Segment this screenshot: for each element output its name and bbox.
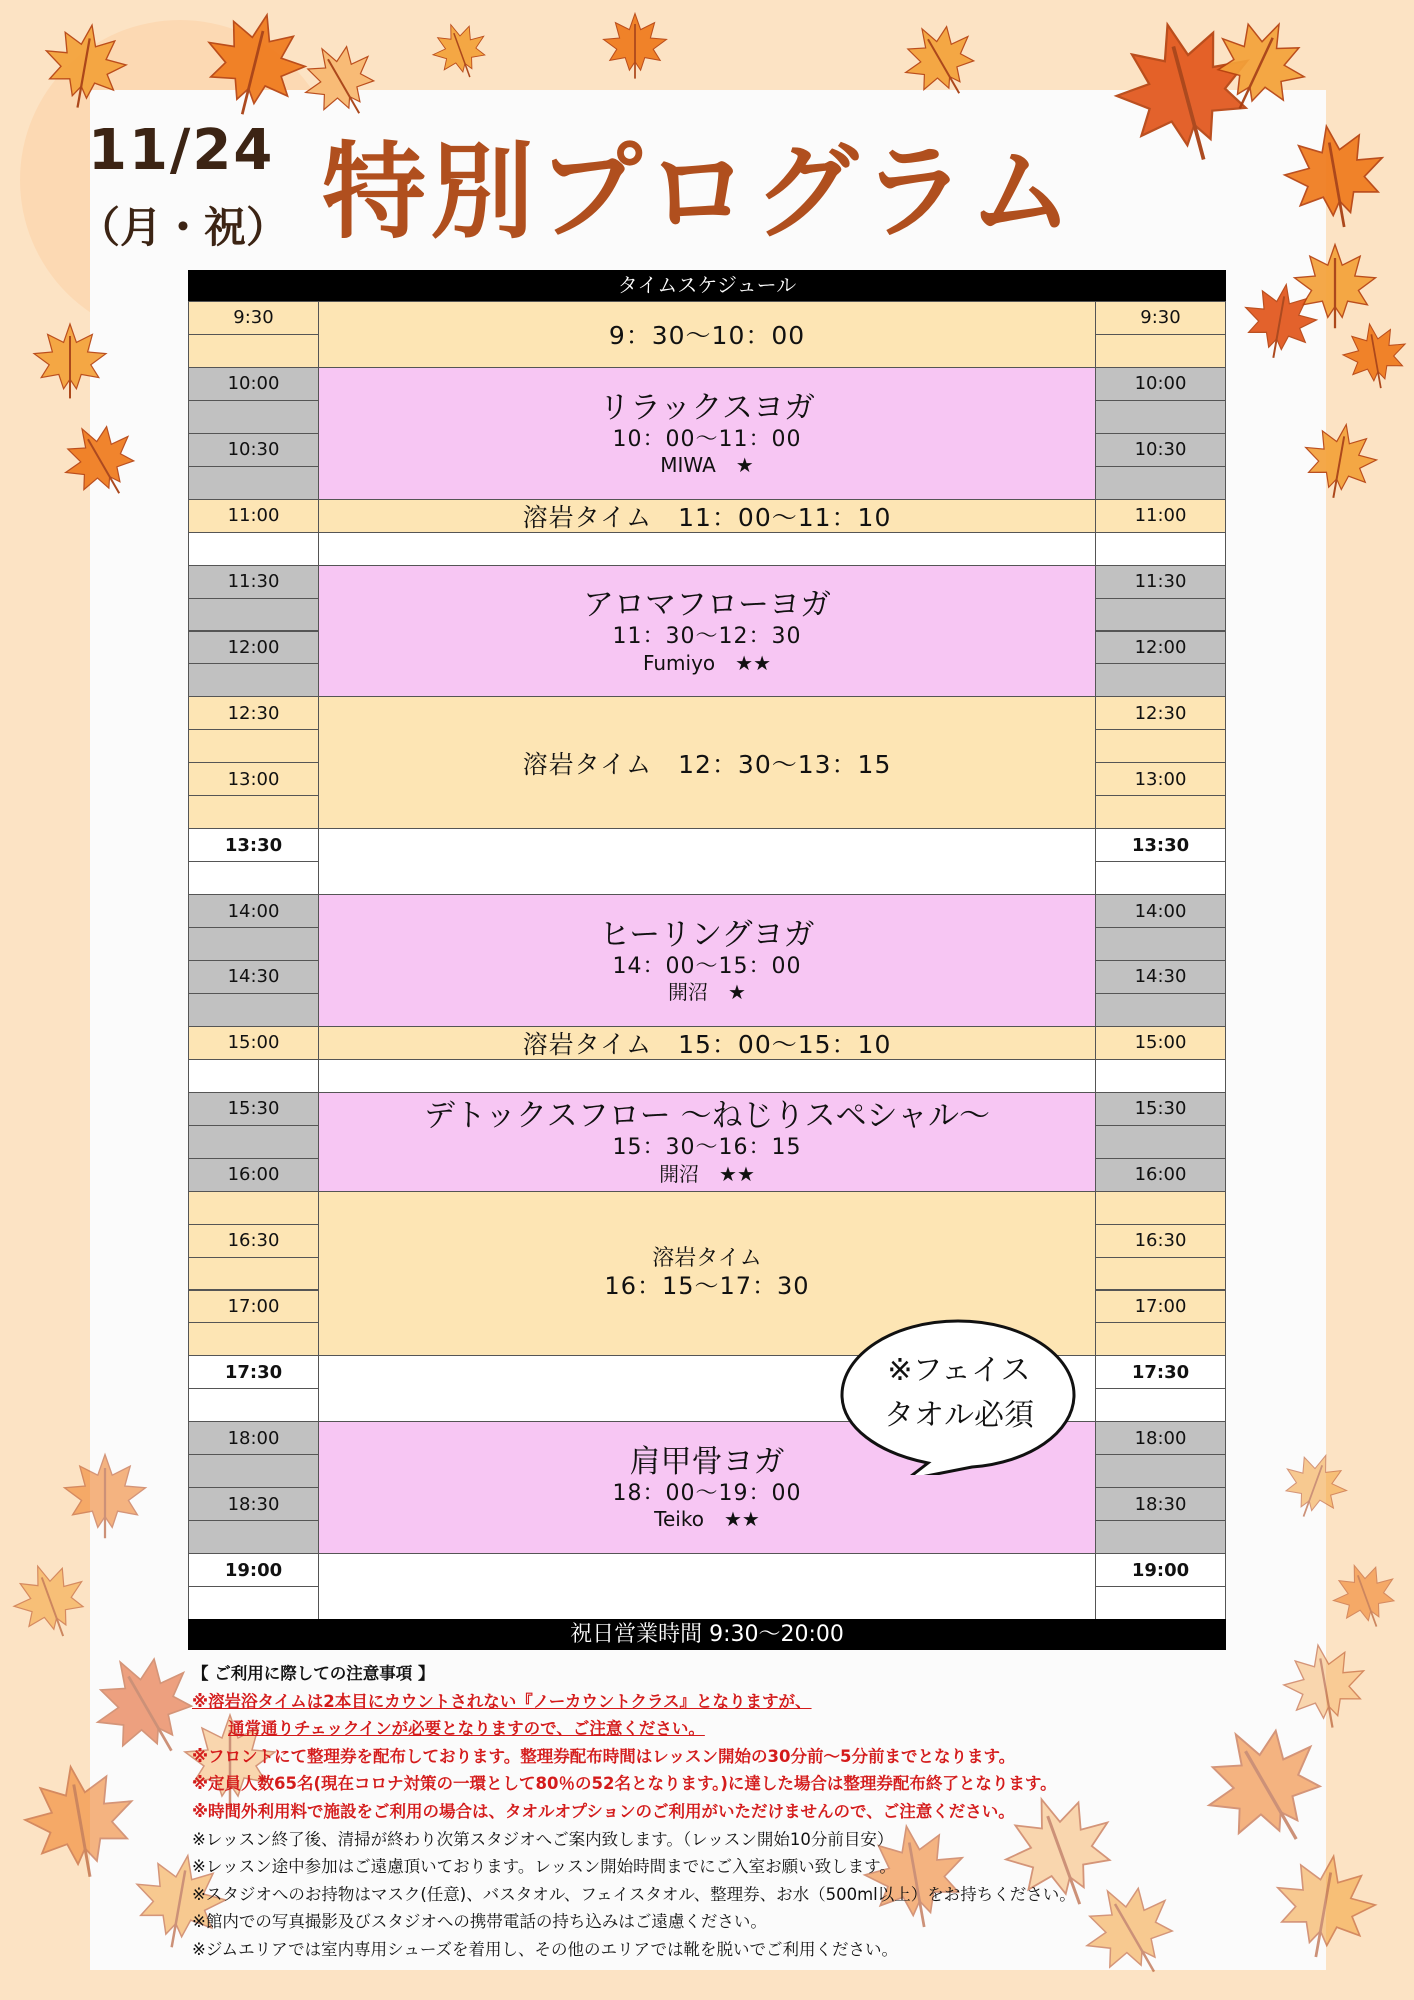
time-slot-right (1095, 466, 1226, 500)
lesson-time: 18：00〜19：00 (612, 1481, 802, 1507)
time-slot-left (188, 1586, 319, 1620)
note-item: ※溶岩浴タイムは2本目にカウントされない『ノーカウントクラス』となりますが、 (192, 1691, 812, 1711)
lesson-name: ヒーリングヨガ (599, 916, 815, 953)
time-block (318, 301, 1096, 368)
note-item: ※レッスン途中参加はご遠慮頂いております。レッスン開始時間までにご入室お願い致します。 (192, 1857, 896, 1877)
date-label: 11/24 (88, 118, 275, 183)
note-item: ※フロントにて整理券を配布しております。整理券配布時間はレッスン開始の30分前〜5分前までとなります。 (192, 1746, 1016, 1766)
page-title: 特別プログラム (322, 131, 1077, 253)
time-slot-right: 13:00 (1095, 762, 1226, 796)
business-hours-footer: 祝日営業時間 9:30〜20:00 (188, 1619, 1226, 1650)
maple-leaf-icon (1261, 1841, 1388, 1968)
time-slot-right (1095, 1454, 1226, 1488)
lesson-time: 11：30〜12：30 (612, 624, 802, 650)
instructor-level: Fumiyo ★★ (642, 650, 772, 675)
time-slot-right: 17:00 (1095, 1290, 1226, 1324)
time-slot-left: 19:00 (188, 1553, 319, 1587)
lesson-name: デトックスフロー 〜ねじりスペシャル〜 (424, 1097, 990, 1134)
time-slot-right: 18:00 (1095, 1421, 1226, 1455)
lesson-name: 肩甲骨ヨガ (629, 1443, 785, 1480)
time-slot-left (188, 861, 319, 895)
face-towel-callout (856, 1348, 1062, 1438)
time-slot-left: 17:00 (188, 1290, 319, 1324)
weekday-label: （月・祝） (78, 203, 289, 252)
maple-leaf-icon (30, 320, 110, 400)
note-item: ※館内での写真撮影及びスタジオへの携帯電話の持ち込みはご遠慮ください。 (192, 1912, 767, 1932)
time-block (318, 1026, 1096, 1060)
maple-leaf-icon (1271, 111, 1398, 238)
time-slot-left: 10:00 (188, 367, 319, 401)
time-slot-right: 11:00 (1095, 499, 1226, 533)
instructor-level: MIWA ★ (660, 453, 754, 478)
time-slot-right (1095, 1257, 1226, 1291)
time-slot-right (1095, 927, 1226, 961)
time-slot-right: 11:30 (1095, 565, 1226, 599)
time-slot-left (188, 927, 319, 961)
time-slot-right: 9:30 (1095, 301, 1226, 335)
schedule-heading: タイムスケジュール (188, 270, 1226, 301)
time-block-label: 9：30〜10：00 (608, 321, 806, 351)
time-slot-left: 15:00 (188, 1026, 319, 1060)
time-slot-right (1095, 400, 1226, 434)
time-slot-right (1095, 1322, 1226, 1356)
time-slot-right: 18:30 (1095, 1487, 1226, 1521)
time-slot-left (188, 598, 319, 632)
maple-leaf-icon (60, 1450, 150, 1540)
note-item: ※定員人数65名(現在コロナ対策の一環として80％の52名となります。)に達した場合は整理券配布終了となります。 (192, 1774, 1057, 1794)
lava-time: 16：15〜17：30 (604, 1272, 810, 1301)
time-slot-right (1095, 1125, 1226, 1159)
time-slot-left: 11:00 (188, 499, 319, 533)
time-slot-left: 15:30 (188, 1092, 319, 1126)
lesson-time: 10：00〜11：00 (612, 426, 802, 452)
time-slot-right: 17:30 (1095, 1355, 1226, 1389)
lesson-block (318, 367, 1096, 500)
time-slot-right: 16:00 (1095, 1158, 1226, 1192)
time-slot-right (1095, 663, 1226, 697)
time-slot-left (188, 993, 319, 1027)
time-slot-left (188, 1257, 319, 1291)
note-item: ※レッスン終了後、清掃が終わり次第スタジオへご案内致します。（レッスン開始10分前目安） (192, 1829, 894, 1849)
time-slot-right: 14:00 (1095, 894, 1226, 928)
time-slot-left (188, 1520, 319, 1554)
time-slot-left: 12:30 (188, 696, 319, 730)
time-slot-right (1095, 729, 1226, 763)
time-slot-right (1095, 795, 1226, 829)
maple-leaf-icon (0, 1549, 101, 1652)
time-block-label: 溶岩タイム 15：00〜15：10 (522, 1029, 892, 1059)
time-block-label: 溶岩タイム 11：00〜11：10 (522, 502, 892, 532)
time-slot-left: 16:30 (188, 1224, 319, 1258)
time-slot-right (1095, 861, 1226, 895)
lava-label: 溶岩タイム (652, 1245, 762, 1271)
time-block (318, 696, 1096, 829)
time-slot-right (1095, 1586, 1226, 1620)
time-slot-left: 10:30 (188, 433, 319, 467)
time-slot-left: 11:30 (188, 565, 319, 599)
time-slot-right (1095, 334, 1226, 368)
time-slot-left (188, 1059, 319, 1093)
time-slot-left (188, 663, 319, 697)
time-slot-left (188, 466, 319, 500)
maple-leaf-icon (1234, 274, 1327, 367)
instructor-level: 開沼 ★ (668, 980, 746, 1005)
time-slot-right (1095, 598, 1226, 632)
callout-line-2: タオル必須 (884, 1398, 1034, 1433)
maple-leaf-icon (422, 12, 499, 89)
time-slot-left (188, 729, 319, 763)
empty-block (318, 532, 1096, 566)
time-slot-left: 12:00 (188, 631, 319, 665)
time-slot-right (1095, 532, 1226, 566)
time-slot-right: 12:30 (1095, 696, 1226, 730)
callout-line-1: ※フェイス (887, 1353, 1031, 1388)
time-slot-right (1095, 1520, 1226, 1554)
maple-leaf-icon (600, 10, 670, 80)
time-slot-left (188, 1191, 319, 1225)
time-slot-left: 13:00 (188, 762, 319, 796)
lesson-block (318, 565, 1096, 698)
time-block-label: 溶岩タイム 12：30〜13：15 (522, 749, 892, 779)
time-slot-left: 18:30 (188, 1487, 319, 1521)
time-slot-left (188, 1388, 319, 1422)
time-slot-right: 15:30 (1095, 1092, 1226, 1126)
maple-leaf-icon (1320, 1550, 1410, 1640)
time-slot-right: 12:00 (1095, 631, 1226, 665)
time-slot-right: 10:00 (1095, 367, 1226, 401)
instructor-level: 開沼 ★★ (659, 1161, 755, 1186)
time-slot-right: 15:00 (1095, 1026, 1226, 1060)
time-slot-right: 19:00 (1095, 1553, 1226, 1587)
note-item: ※時間外利用料で施設をご利用の場合は、タオルオプションのご利用がいただけませんので、ご注意ください。 (192, 1801, 1015, 1821)
time-slot-left (188, 1454, 319, 1488)
empty-block (318, 1553, 1096, 1620)
time-slot-left: 14:00 (188, 894, 319, 928)
note-item: 通常通りチェックインが必要となりますので、ご注意ください。 (228, 1719, 705, 1739)
lesson-block (318, 1092, 1096, 1192)
empty-block (318, 828, 1096, 895)
time-slot-left: 16:00 (188, 1158, 319, 1192)
time-slot-right: 10:30 (1095, 433, 1226, 467)
maple-leaf-icon (1334, 314, 1414, 395)
time-slot-right (1095, 1059, 1226, 1093)
time-slot-right (1095, 1191, 1226, 1225)
maple-leaf-icon (33, 13, 137, 117)
time-slot-left (188, 532, 319, 566)
empty-block (318, 1059, 1096, 1093)
time-slot-right: 14:30 (1095, 960, 1226, 994)
time-slot-right: 13:30 (1095, 828, 1226, 862)
time-block (318, 499, 1096, 533)
maple-leaf-icon (10, 1750, 149, 1889)
lesson-time: 14：00〜15：00 (612, 953, 802, 979)
lesson-name: アロマフローヨガ (583, 587, 831, 624)
time-slot-left (188, 1322, 319, 1356)
time-slot-left (188, 1125, 319, 1159)
time-slot-left: 9:30 (188, 301, 319, 335)
time-slot-right (1095, 1388, 1226, 1422)
time-slot-left (188, 334, 319, 368)
note-item: ※ジムエリアでは室内専用シューズを着用し、その他のエリアでは靴を脱いでご利用ください。 (192, 1939, 899, 1959)
maple-leaf-icon (1294, 414, 1387, 507)
lesson-time: 15：30〜16：15 (612, 1135, 802, 1161)
notes-list (192, 1688, 1242, 1964)
notes-heading: 【 ご利用に際しての注意事項 】 (192, 1664, 435, 1683)
lesson-block (318, 894, 1096, 1027)
time-slot-left: 14:30 (188, 960, 319, 994)
time-slot-right (1095, 993, 1226, 1027)
time-slot-left: 13:30 (188, 828, 319, 862)
usage-notes (192, 1660, 1242, 1964)
time-slot-left (188, 400, 319, 434)
instructor-level: Teiko ★★ (654, 1507, 760, 1532)
time-slot-left (188, 795, 319, 829)
time-slot-right: 16:30 (1095, 1224, 1226, 1258)
lesson-name: リラックスヨガ (598, 389, 816, 426)
time-slot-left: 18:00 (188, 1421, 319, 1455)
note-item: ※スタジオへのお持物はマスク(任意)、バスタオル、フェイスタオル、整理券、お水（500ml以上）をお持ちください。 (192, 1884, 1076, 1904)
time-slot-left: 17:30 (188, 1355, 319, 1389)
